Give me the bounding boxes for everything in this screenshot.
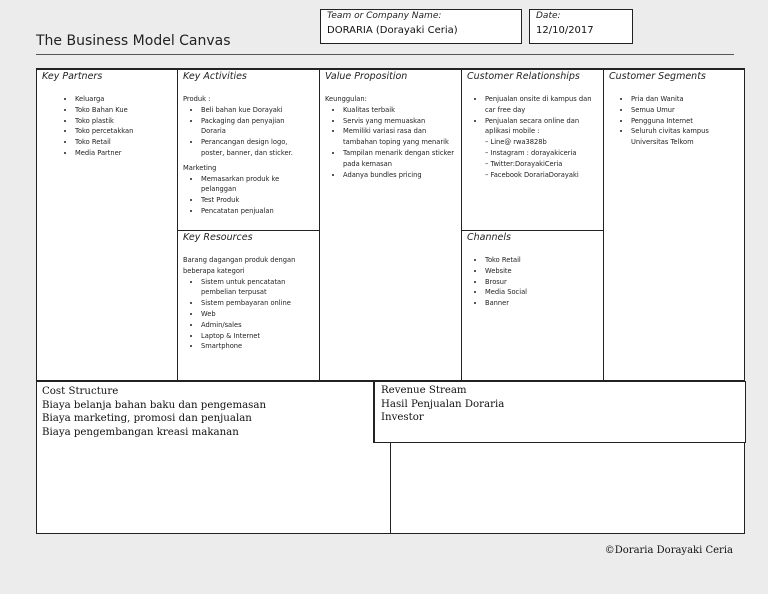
title-divider [36,54,734,55]
list-item: • Beli bahan kue Dorayaki [201,105,309,116]
list-item: • Website [485,266,527,277]
channels-section [462,231,603,382]
channels-heading: Channels [467,232,511,243]
revenue-line: Investor [381,412,424,424]
lower-blank-area [36,443,745,534]
revenue-stream-section [374,381,746,443]
key-partners-heading: Key Partners [42,71,103,82]
list-item: • Pria dan Wanita [631,94,731,105]
cost-structure-heading: Cost Structure [42,386,119,397]
list-item: • Admin/sales [201,320,311,331]
list-item: • Packaging dan penyajian Doraria [201,116,309,138]
social-line: – Line@ rwa3828b [485,138,547,147]
list-item: • Sistem untuk pencatatan pembelian terpusat [201,277,311,299]
customer-relationships-body [467,94,598,180]
list-item: • Seluruh civitas kampus Universitas Telkom [631,126,731,148]
date-box [529,9,633,44]
value-proposition-section [320,70,461,382]
key-resources-body [183,255,311,352]
key-activities-section [178,70,319,230]
date-value: 12/10/2017 [536,25,594,36]
cost-line: Biaya pengembangan kreasi makanan [42,426,239,438]
list-item: • Servis yang memuaskan [343,116,457,127]
list-item: • Laptop & Internet [201,331,311,342]
list-item: • Smartphone [201,341,311,352]
date-label: Date: [536,11,561,21]
list-item: • Tampilan menarik dengan sticker pada kemasan [343,148,457,170]
customer-segments-section [604,70,745,382]
list-item: • Web [201,309,311,320]
value-proposition-label: Keunggulan: [325,95,367,103]
cost-structure-section [36,381,374,444]
list-item: • Media Social [485,287,527,298]
copyright-footer: ©Doraria Dorayaki Ceria [604,545,733,556]
marketing-label: Marketing [183,163,217,172]
revenue-stream-text [381,384,504,425]
list-item: • Brosur [485,277,527,288]
list-item: • Test Produk [201,195,309,206]
list-item: • Pencatatan penjualan [201,206,309,217]
customer-segments-heading: Customer Segments [609,71,706,82]
list-item: • Kualitas terbaik [343,105,457,116]
list-item: • Sistem pembayaran online [201,298,311,309]
list-item: • Perancangan design logo, poster, banner, dan sticker. [201,137,309,159]
produk-label: Produk : [183,95,211,103]
revenue-stream-heading: Revenue Stream [381,385,467,396]
team-name-value: DORARIA (Dorayaki Ceria) [327,25,458,36]
team-name-box [320,9,522,44]
list-item: • Memasarkan produk ke pelanggan [201,174,309,196]
list-item: • Toko plastik [75,116,133,127]
value-proposition-body [325,94,457,180]
team-name-label: Team or Company Name: [327,11,442,21]
divider [390,443,391,533]
key-resources-intro: Barang dagangan produk dengan beberapa kategori [183,256,296,275]
list-item: • Toko percetakkan [75,126,133,137]
customer-segments-body [613,94,731,148]
canvas-title: The Business Model Canvas [36,33,231,49]
list-item: • Penjualan secara online dan aplikasi mobile : [485,116,598,138]
list-item: • Banner [485,298,527,309]
revenue-line: Hasil Penjualan Doraria [381,398,505,410]
list-item: • Keluarga [75,94,133,105]
customer-relationships-section [462,70,603,230]
value-proposition-heading: Value Proposition [325,71,408,82]
list-item: • Pengguna Internet [631,116,731,127]
social-facebook: – Facebook DorariaDorayaki [485,170,579,179]
cost-structure-text [42,385,266,439]
list-item: • Penjualan onsite di kampus dan car free day [485,94,598,116]
cost-line: Biaya marketing, promosi dan penjualan [42,413,252,425]
key-activities-body [183,94,309,217]
key-resources-section [178,231,319,382]
channels-body [467,255,527,309]
key-partners-section [37,70,177,382]
list-item: • Semua Umur [631,105,731,116]
list-item: • Media Partner [75,148,133,159]
list-item: • Adanya bundles pricing [343,170,457,181]
list-item: • Toko Retail [485,255,527,266]
key-activities-heading: Key Activities [183,71,247,82]
list-item: • Memiliki variasi rasa dan tambahan toping yang menarik [343,126,457,148]
key-resources-heading: Key Resources [183,232,253,243]
key-partners-body [57,94,133,159]
list-item: • Toko Retail [75,137,133,148]
customer-relationships-heading: Customer Relationships [467,71,580,82]
canvas-grid [36,68,745,381]
social-twitter: – Twitter:DorayakiCeria [485,159,563,168]
social-instagram: – Instagram : dorayakiceria [485,148,577,157]
list-item: • Toko Bahan Kue [75,105,133,116]
cost-line: Biaya belanja bahan baku dan pengemasan [42,399,267,411]
